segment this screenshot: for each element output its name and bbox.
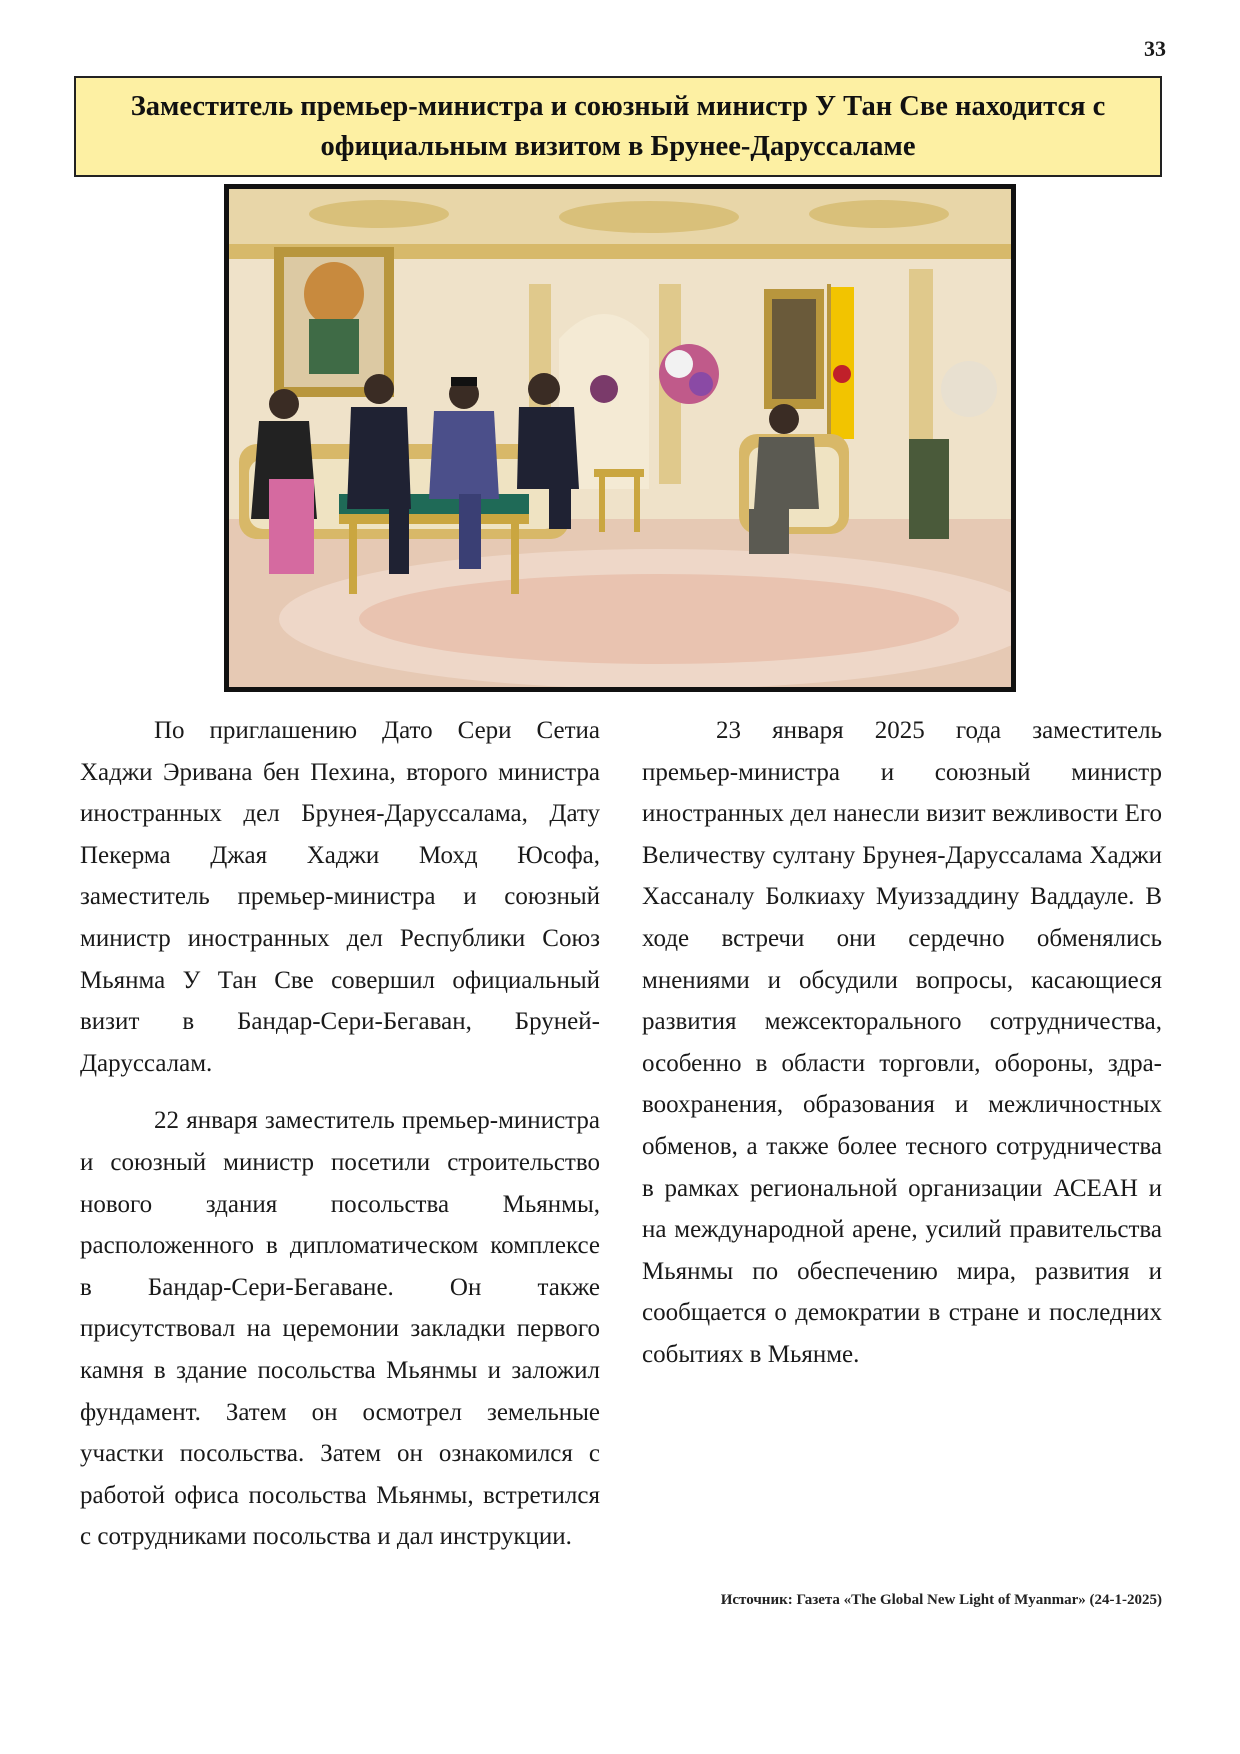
photo-meeting-image <box>229 189 1011 687</box>
article-photo <box>224 184 1016 692</box>
article-column-left <box>80 710 600 1574</box>
article-column-right <box>642 710 1162 1392</box>
article-title-box <box>74 76 1162 177</box>
paragraph: По приглашению Дато Сери Сетиа Хаджи Эривана бен Пехина, второго министра иностранных дел Брунея-Даруссалама, Дату Пекерма Джая Хаджи Мохд Юсофа, заместитель премьер-министра и союзный министр иностранных дел Республики Союз Мьянма У Тан Све совершил официальный визит в Бандар-Сери-Бегаван, Бруней-Даруссалам. <box>80 717 600 1077</box>
page-number: 33 <box>1144 36 1166 61</box>
paragraph: 23 января 2025 года заместитель премьер-министра и союзный министр иностранных дел нанесли визит вежливости Его Величеству султану Брунея-Даруссалама Хаджи Хассаналу Болкиаху Муиззаддину Ваддауле. В ходе встречи они сердечно обменялись мнениями и обсудили вопросы, касающиеся развития межсекторального сотрудничества, особенно в области торговли, обороны, здравоохранения, образования и межличностных обменов, а также более тесного сотрудничества в рамках региональной организации АСЕАН и на международной арене, усилий правительства Мьянмы по обеспечению мира, развития и сообщается о демократии в стране и последних событиях в Мьянме. <box>642 717 1162 1368</box>
source-citation: Источник: Газета «The Global New Light of Myanmar» (24-1-2025) <box>720 1592 1162 1608</box>
paragraph: 22 января заместитель премьер-министра и союзный министр посетили строительство нового здания посольства Мьянмы, расположенного в дипломатическом комплексе в Бандар-Сери-Бегаване. Он также присутствовал на церемонии закладки первого камня в здание посольства Мьянмы и заложил фундамент. Затем он осмотрел земельные участки посольства. Затем он ознакомился с работой офиса посольства Мьянмы, встретился с сотрудниками посольства и дал инструкции. <box>80 1107 600 1551</box>
article-title: Заместитель премьер-министра и союзный министр У Тан Све находится с официальным визитом в Брунее-Даруссаламе <box>130 90 1106 162</box>
